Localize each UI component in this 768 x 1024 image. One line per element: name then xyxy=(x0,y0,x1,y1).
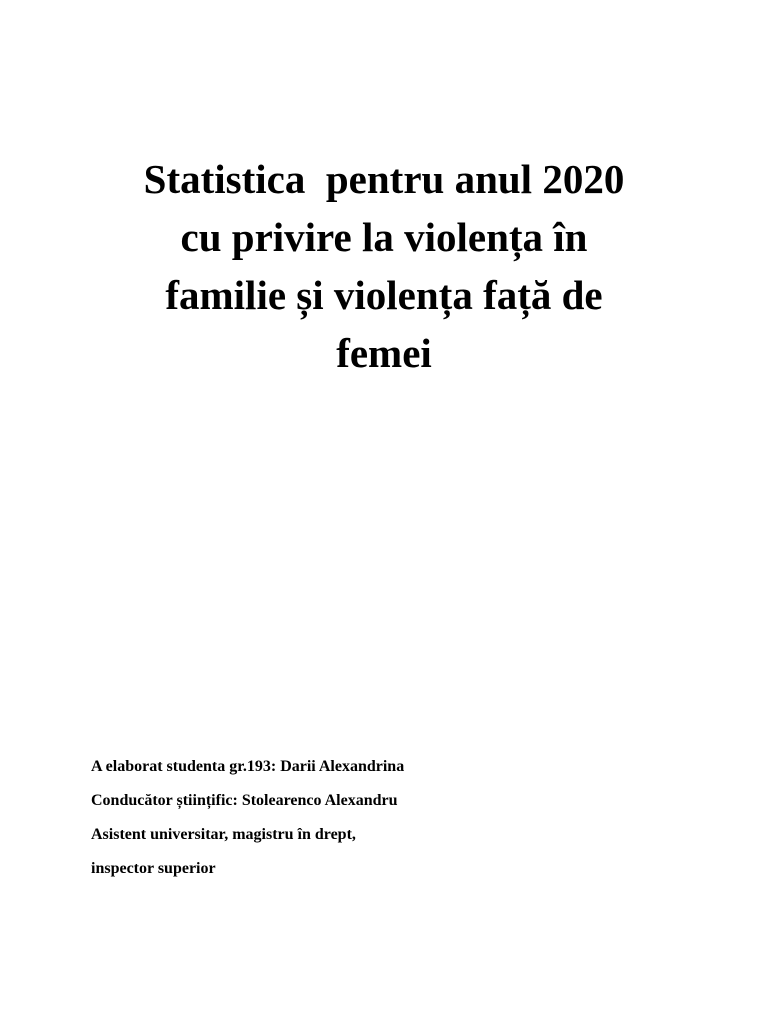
title-line-1: Statistica pentru anul 2020 xyxy=(143,156,625,202)
title-line-4: femei xyxy=(336,330,432,376)
supervisor-line: Conducător științific: Stolearenco Alexandru xyxy=(91,792,398,809)
title-line-3: familie și violența față de xyxy=(165,272,603,318)
credits-block xyxy=(91,750,731,886)
supervisor-title-line: Asistent universitar, magistru în drept, xyxy=(91,826,356,843)
author-line: A elaborat studenta gr.193: Darii Alexandrina xyxy=(91,758,405,775)
supervisor-role-line: inspector superior xyxy=(91,860,216,877)
title-line-2: cu privire la violența în xyxy=(180,214,588,260)
document-title xyxy=(0,150,768,382)
